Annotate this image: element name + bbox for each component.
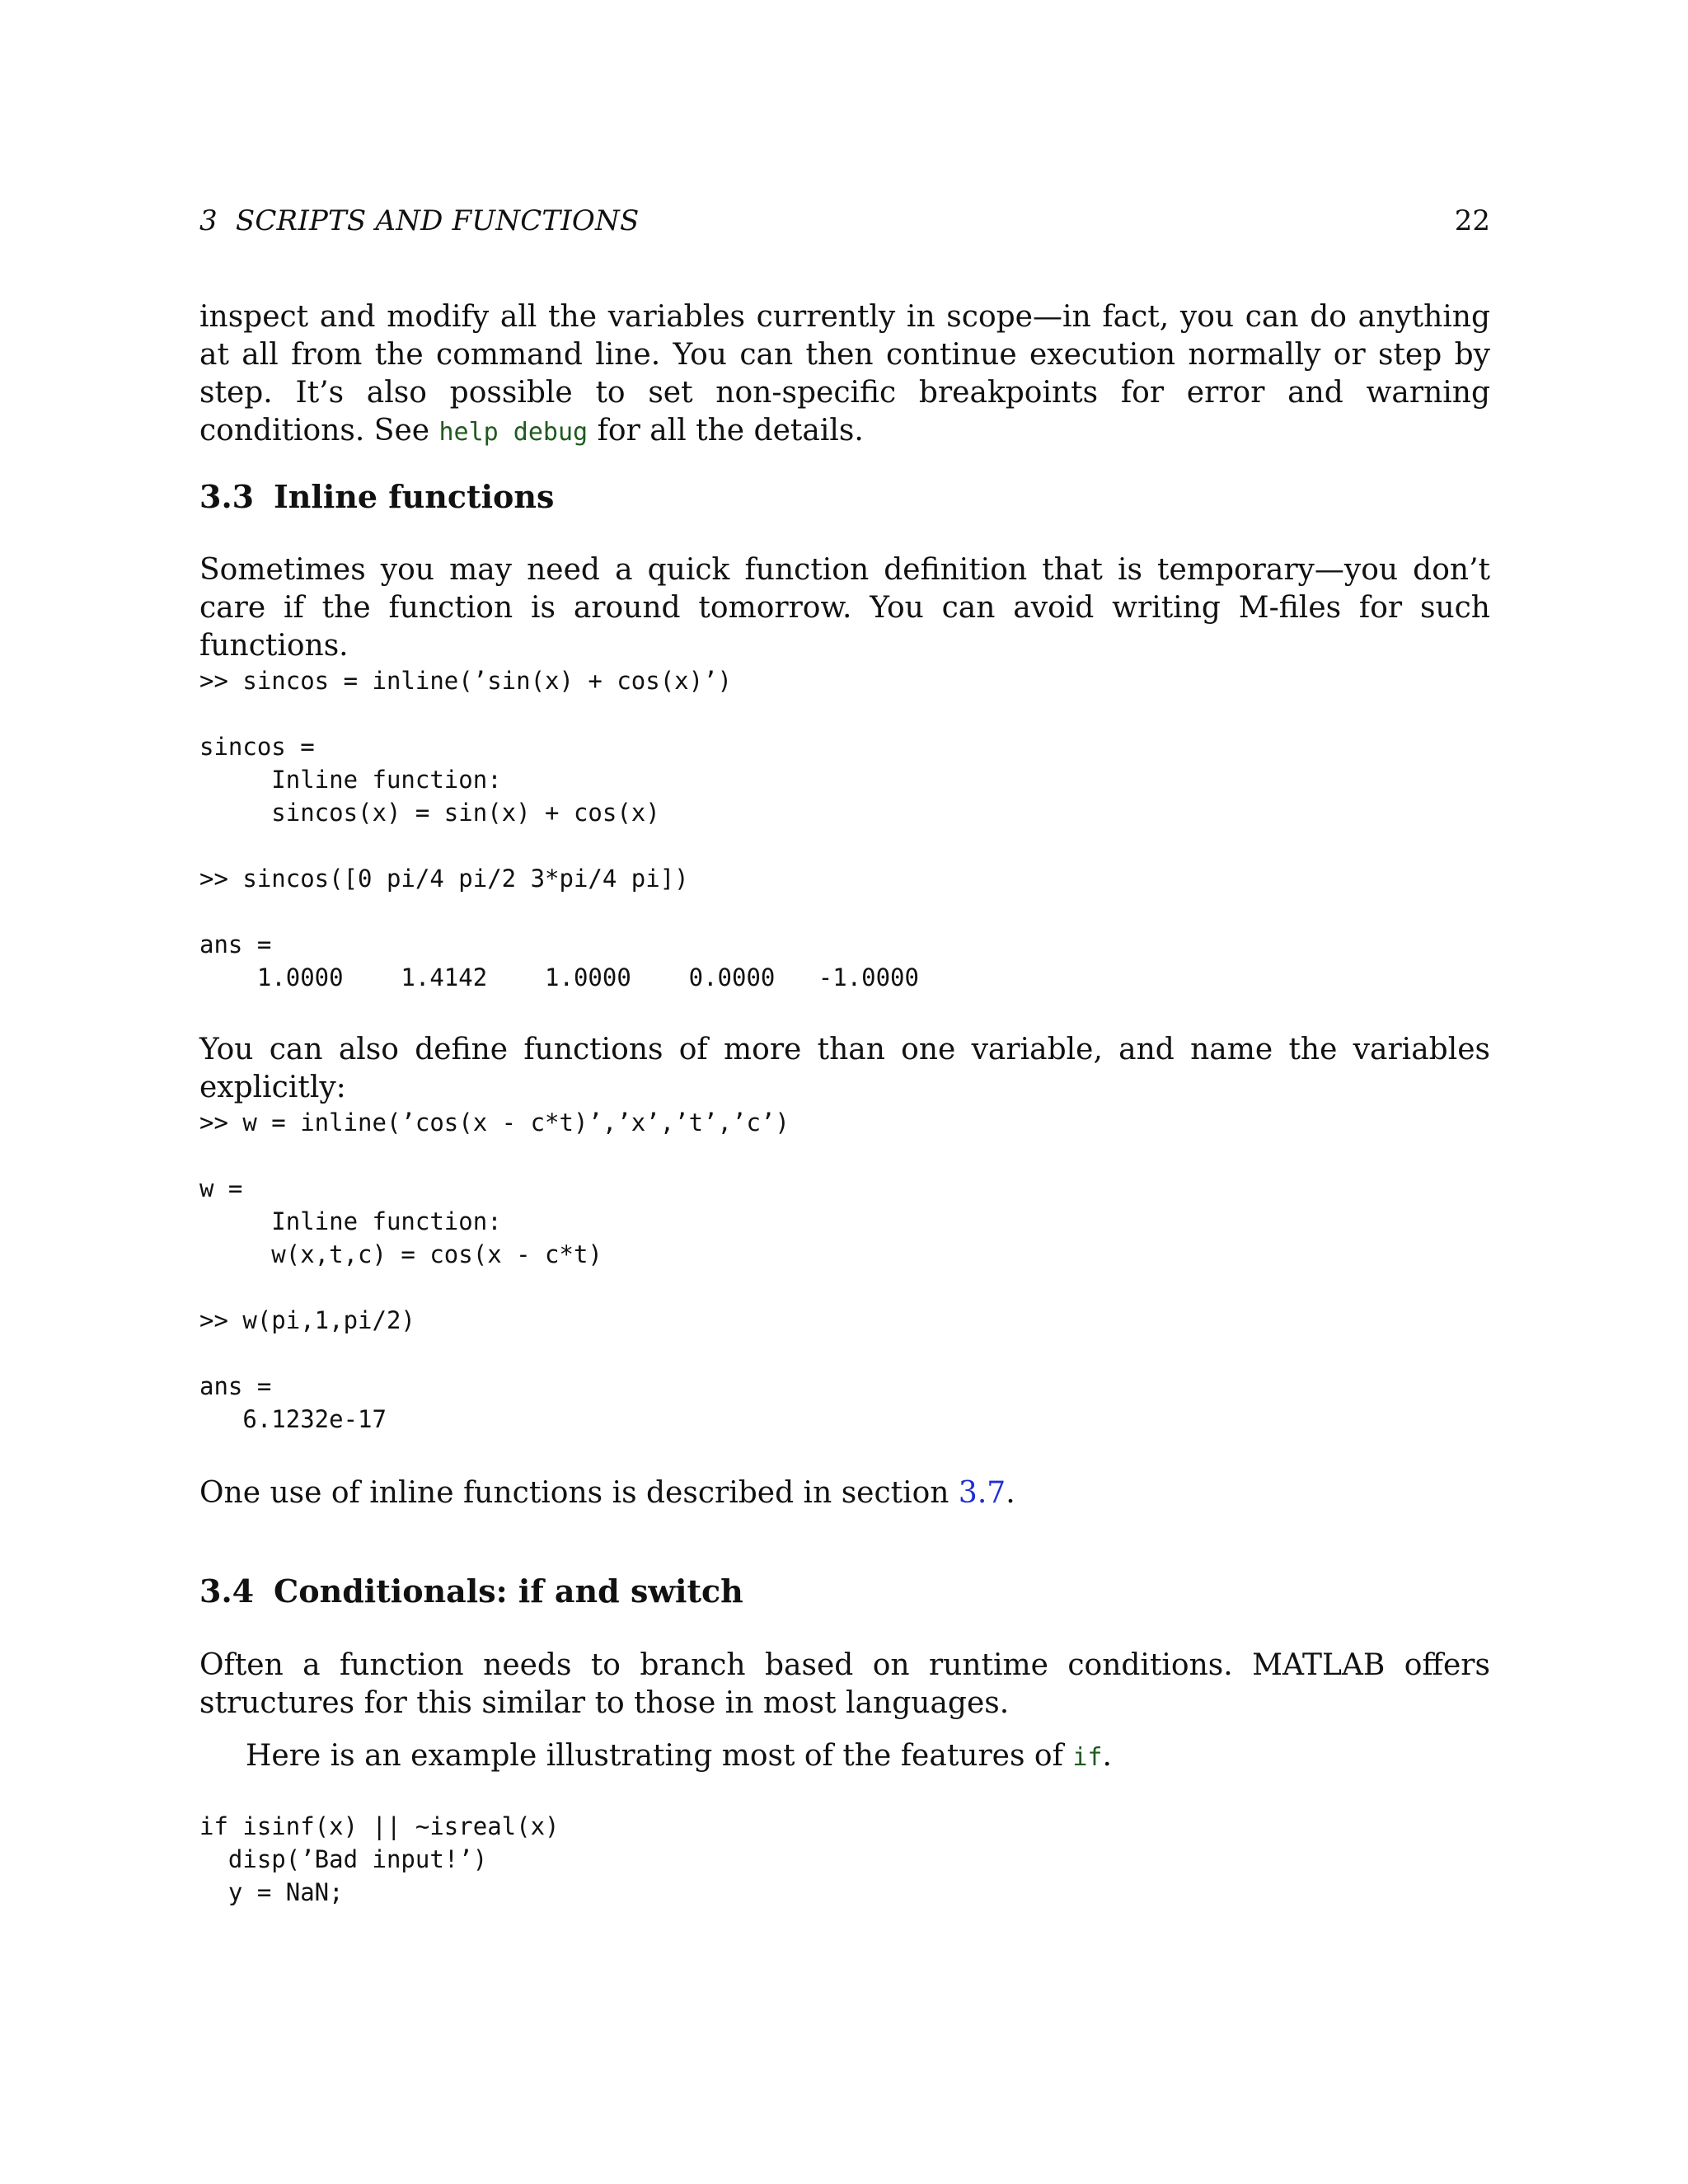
section-number: 3.4 [199, 1572, 255, 1610]
paragraph-text: One use of inline functions is described in section [199, 1476, 959, 1510]
code-line: disp(’Bad input!’) [199, 1845, 488, 1873]
paragraph-text: Sometimes you may need a quick function definition that is temporary—you don’t care if the function is around tomorrow. You can avoid writing M-files for such functions. [199, 553, 1490, 663]
section-heading-3-4 [199, 1571, 1490, 1612]
section-link-3-7[interactable]: 3.7 [958, 1476, 1006, 1510]
section-number: 3.3 [199, 478, 255, 515]
code-line: sincos = [199, 733, 315, 761]
section-heading-3-3 [199, 476, 1490, 518]
paragraph-inline-intro [199, 551, 1490, 665]
page-number: 22 [1454, 204, 1490, 237]
code-line: >> sincos([0 pi/4 pi/2 3*pi/4 pi]) [199, 865, 689, 893]
code-line: >> sincos = inline(’sin(x) + cos(x)’) [199, 667, 733, 695]
running-header [199, 201, 1490, 241]
section-title: Conditionals: if and switch [274, 1572, 743, 1610]
code-line: 6.1232e-17 [199, 1405, 387, 1433]
code-line: >> w = inline(’cos(x - c*t)’,’x’,’t’,’c’) [199, 1108, 790, 1137]
intro-paragraph [199, 298, 1490, 452]
chapter-number: 3 [199, 204, 218, 237]
document-page [199, 0, 1490, 2184]
code-listing [199, 1810, 1490, 1909]
chapter-title: SCRIPTS AND FUNCTIONS [235, 204, 640, 237]
paragraph-text: Here is an example illustrating most of the features of [246, 1739, 1073, 1773]
code-line: w = [199, 1174, 243, 1202]
code-line: >> w(pi,1,pi/2) [199, 1306, 415, 1334]
paragraph-text: Often a function needs to branch based on runtime conditions. MATLAB offers structures for this similar to those in most languages. [199, 1648, 1490, 1720]
paragraph-text-end: . [1006, 1476, 1015, 1510]
section-title: Inline functions [274, 478, 555, 515]
paragraph-if-example [199, 1737, 1490, 1777]
paragraph-multi-variable [199, 1031, 1490, 1107]
code-line [199, 1139, 1490, 1172]
code-line: 1.0000 1.4142 1.0000 0.0000 -1.0000 [199, 963, 919, 991]
paragraph-text-end: . [1102, 1739, 1112, 1773]
paragraph-section-reference [199, 1474, 1490, 1512]
code-listing [199, 1106, 1490, 1436]
code-listing [199, 664, 1490, 994]
intro-text: inspect and modify all the variables currently in scope—in fact, you can do anything at all from the command line. You can then continue execution normally or step by step. It’s also possible to set non-specific breakpoints for error and warning conditions. See [199, 300, 1490, 448]
code-block-sincos [199, 664, 1490, 994]
code-block-if [199, 1810, 1490, 1909]
code-line: w(x,t,c) = cos(x - c*t) [199, 1240, 603, 1268]
code-line: Inline function: [199, 766, 502, 794]
code-line: ans = [199, 930, 272, 958]
inline-code-if: if [1072, 1743, 1103, 1772]
chapter-heading [199, 201, 639, 241]
code-line [199, 697, 1490, 730]
intro-text-end: for all the details. [588, 414, 864, 448]
code-line: sincos(x) = sin(x) + cos(x) [199, 799, 660, 827]
code-block-w [199, 1106, 1490, 1436]
paragraph-text: You can also define functions of more than one variable, and name the variables explicitly: [199, 1033, 1490, 1104]
code-line [199, 1271, 1490, 1304]
code-line [199, 895, 1490, 928]
code-line [199, 829, 1490, 862]
code-line: ans = [199, 1372, 272, 1400]
code-line: y = NaN; [199, 1878, 344, 1906]
code-line: if isinf(x) || ~isreal(x) [199, 1812, 560, 1840]
code-line [199, 1337, 1490, 1370]
paragraph-conditionals-intro [199, 1647, 1490, 1722]
inline-code-help-debug: help debug [438, 418, 588, 447]
code-line: Inline function: [199, 1207, 502, 1235]
